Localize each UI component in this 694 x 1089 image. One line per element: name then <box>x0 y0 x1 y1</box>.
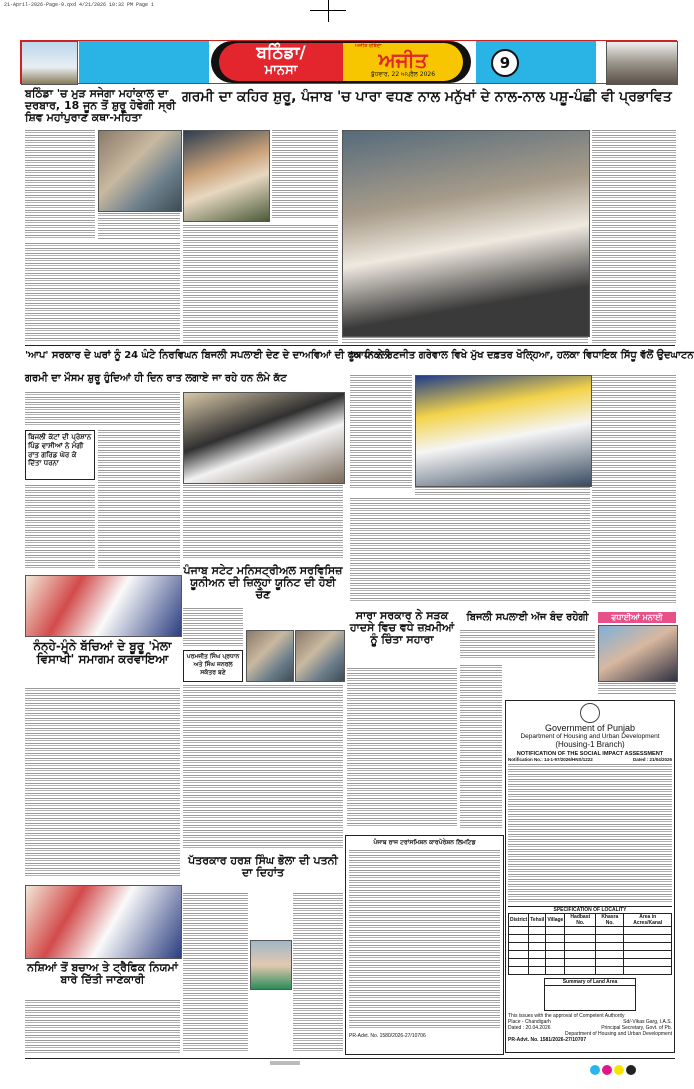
headline-power-cut: ਬਿਜਲੀ ਸਪਲਾਈ ਅੱਜ ਬੰਦ ਰਹੇਗੀ <box>466 612 589 623</box>
article-body <box>460 630 595 660</box>
article-photo <box>183 130 270 222</box>
article-body <box>183 608 243 648</box>
spec-table <box>508 913 672 975</box>
edition-title-bottom: ਮਾਨਸਾ <box>264 63 298 78</box>
government-notice <box>505 700 675 1053</box>
paper-name: ਅਜੀਤ <box>378 48 428 72</box>
headline-journalist: ਪੱਤਰਕਾਰ ਹਰਸ਼ ਸਿੰਘ ਭੋਲਾ ਦੀ ਪਤਨੀ ਦਾ ਦਿਹਾਂਤ <box>188 854 338 880</box>
masthead-pill <box>211 41 471 83</box>
obituary-photo <box>250 940 292 990</box>
paper-tagline: ਅਜੀਤ ਰਬਿੰਦਾ <box>355 43 382 49</box>
notice-place: Place - Chandigarh <box>508 1019 551 1025</box>
photo-caption <box>598 683 676 695</box>
headline-accident: ਸਾਰਾ ਸਰਕਾਰ ਨੇ ਸੜਕ ਹਾਦਸੇ ਵਿਚ ਵਧੇ ਜ਼ਖ਼ਮੀਆਂ ਨੂੰ ਚਿੰਤਾ ਸਹਾਰਾ <box>349 609 455 647</box>
color-registration-dots <box>590 1060 638 1079</box>
article-body <box>25 243 180 343</box>
page-number: 9 <box>491 49 519 77</box>
notice-designation: Principal Secretary, Govt. of Pb. <box>601 1025 672 1031</box>
callout-electricity: ਬਿਜਲੀ ਕੱਟਾਂ ਦੀ ਪ੍ਰੇਸ਼ਾਨ ਪਿੰਡ ਵਾਸੀਆਂ ਨੇ ਮੰਗੀ ਰਾਤ ਗਰਿਡ ਘੇਰ ਕੇ ਦਿੱਤਾ ਧਰਨਾ <box>25 430 95 480</box>
notice-signatory: Sd/-Vikas Garg, I.A.S. <box>623 1019 672 1025</box>
article-body <box>183 685 343 850</box>
spec-header: Hadbast No. <box>565 914 596 927</box>
headline-office: 'ਆਪ' ਨੇ ਰਣਜੀਤ ਗਰੇਵਾਲ ਵਿਖੇ ਮੁੱਖ ਦਫ਼ਤਰ ਖੋਲ੍ਹਿਆ, ਹਲਕਾ ਵਿਧਾਇਕ ਸਿੱਧੂ ਵੱਲੋਂ ਉਦਘਾਟਨ <box>350 350 694 361</box>
punjab-emblem-icon <box>580 703 600 723</box>
notice-date: Dated : 20.04.2026 <box>508 1025 551 1031</box>
article-body <box>592 130 676 344</box>
notice-title: ਪੰਜਾਬ ਰਾਜ ਟਰਾਂਸਮਿਸ਼ਨ ਕਾਰਪੋਰੇਸ਼ਨ ਲਿਮਟਿਡ <box>373 839 476 846</box>
registration-bar <box>270 1061 300 1065</box>
article-body <box>293 893 343 1053</box>
edition-title <box>219 43 343 81</box>
print-slug: 21-April-2026-Page-9.qxd 4/21/2026 10:32 PM Page 1 <box>4 2 155 8</box>
article-body <box>460 665 502 830</box>
power-plant-image <box>21 41 78 85</box>
notice-title: NOTIFICATION OF THE SOCIAL IMPACT ASSESSMENT <box>516 751 664 757</box>
portrait-photo <box>295 630 345 682</box>
article-body <box>25 130 95 240</box>
notice-pr-number: PR-Advt. No. 1581/2026-27/10707 <box>508 1037 587 1043</box>
headline-traffic: ਨਸ਼ਿਆਂ ਤੋਂ ਬਚਾਅ ਤੇ ਟ੍ਰੈਫਿਕ ਨਿਯਮਾਂ ਬਾਰੇ ਦਿੱਤੀ ਜਾਣਕਾਰੀ <box>27 961 178 987</box>
divider <box>25 345 675 346</box>
masthead-banner <box>20 40 677 84</box>
spec-header: Village <box>546 914 565 927</box>
article-body <box>183 225 338 343</box>
notice-department: Department of Housing and Urban Development <box>520 733 660 740</box>
article-body <box>25 688 180 878</box>
headline-union: ਪੰਜਾਬ ਸਟੇਟ ਮਨਿਸਟ੍ਰੀਅਲ ਸਰਵਿਸਿਜ਼ ਯੂਨੀਅਨ ਦੀ ਜ਼ਿਲ੍ਹਾ ਯੂਨਿਟ ਦੀ ਹੋਈ ਚੋਣ <box>183 564 343 602</box>
summary-table <box>544 986 636 1011</box>
vaisakhi-photo <box>25 575 182 637</box>
photo-caption <box>342 337 588 344</box>
edition-title-top: ਬਠਿੰਡਾ/ <box>256 43 306 63</box>
notice-dept-footer: Department of Housing and Urban Development <box>564 1031 672 1037</box>
photo-caption <box>98 213 180 240</box>
article-body <box>183 893 248 1053</box>
notice-pr-number: PR-Advt. No. 1580/2026-27/10706 <box>349 1033 426 1039</box>
portrait-photo <box>246 630 294 682</box>
wishes-label: ਵਧਾਈਆਂ ਮਨਾਈ <box>598 612 676 623</box>
notification-number: Notification No.: 14-1-97/2026/HNS/1222 <box>508 757 593 762</box>
article-photo <box>98 130 182 212</box>
notice-government: Government of Punjab <box>544 723 636 733</box>
article-body <box>350 375 412 490</box>
article-body <box>592 375 676 605</box>
spec-header: Tehsil <box>529 914 546 927</box>
notice-body <box>508 764 672 904</box>
spec-header: District <box>509 914 529 927</box>
divider <box>25 1058 675 1059</box>
headline-electricity: 'ਆਪ' ਸਰਕਾਰ ਦੇ ਘਰਾਂ ਨੂੰ 24 ਘੰਟੇ ਨਿਰਵਿਘਨ ਬਿਜਲੀ ਸਪਲਾਈ ਦੇਣ ਦੇ ਦਾਅਵਿਆਂ ਦੀ ਫੂਕ ਨਿਕਲੀ <box>25 350 391 361</box>
headline-vaisakhi: ਨੰਨ੍ਹੇ-ਮੁੰਨੇ ਬੱਚਿਆਂ ਦੇ ਬੂਰੂ 'ਮੇਲਾ ਵਿਸਾਖੀ' ਸਮਾਗਮ ਕਰਵਾਇਆ <box>33 639 172 667</box>
notice-body <box>349 850 500 1030</box>
decorative-pattern <box>79 41 209 83</box>
fort-image <box>606 41 678 85</box>
article-body <box>25 392 180 427</box>
headline-heat: ਗਰਮੀ ਦਾ ਕਹਿਰ ਸ਼ੁਰੂ, ਪੰਜਾਬ 'ਚ ਪਾਰਾ ਵਧਣ ਨਾਲ ਮਨੁੱਖਾਂ ਦੇ ਨਾਲ-ਨਾਲ ਪਸ਼ੂ-ਪੰਛੀ ਵੀ ਪ੍ਰਭਾਵਿਤ <box>182 89 672 105</box>
punjabi-public-notice <box>345 835 504 1055</box>
spec-title: SPECIFICATION OF LOCALITY <box>508 906 672 913</box>
office-inauguration-photo <box>415 375 592 487</box>
article-body <box>350 498 590 603</box>
article-body <box>183 485 343 560</box>
article-body <box>25 1000 180 1055</box>
callout-union: ਪਰਮਜੀਤ ਸਿੰਘ ਪ੍ਰਧਾਨ ਅਤੇ ਸਿੰਘ ਜਨਰਲ ਸਕੱਤਰ ਬਣੇ <box>183 650 243 682</box>
summary-title: Summary of Land Area <box>544 978 636 986</box>
spec-header: Khasra No. <box>596 914 624 927</box>
protest-photo <box>183 392 345 484</box>
notice-approval: This issues with the approval of Competent Authority <box>508 1013 625 1019</box>
photo-caption <box>415 487 590 495</box>
article-body <box>98 430 180 570</box>
school-event-photo <box>25 885 182 959</box>
paper-name-block <box>343 43 463 81</box>
spec-header: Area in Acres/Kanal <box>624 914 672 927</box>
crop-mark <box>328 0 329 22</box>
article-body <box>25 485 95 570</box>
article-body <box>272 130 338 220</box>
subhead-electricity: ਗਰਮੀ ਦਾ ਮੌਸਮ ਸ਼ੁਰੂ ਹੁੰਦਿਆਂ ਹੀ ਦਿਨ ਰਾਤ ਲਗਾਏ ਜਾ ਰਹੇ ਹਨ ਲੰਮੇ ਕੱਟ <box>25 373 287 384</box>
couple-photo <box>598 625 678 682</box>
issue-date: ਬੁੱਧਵਾਰ, 22 ਅਪ੍ਰੈਲ 2026 <box>370 71 436 78</box>
headline-mahakal: ਬਠਿੰਡਾ 'ਚ ਮੁੜ ਸਜੇਗਾ ਮਹਾਂਕਾਲ ਦਾ ਦਰਬਾਰ, 18 ਜੂਨ ਤੋਂ ਸ਼ੁਰੂ ਹੋਵੇਗੀ ਸ੍ਰੀ ਸ਼ਿਵ ਮਹਾਂਪੁਰਾਣ ਕਥਾ-ਮਹਿਤਾ <box>25 87 176 125</box>
notice-branch: (Housing-1 Branch) <box>555 740 625 749</box>
article-body <box>347 668 457 828</box>
notification-date: Dated : 21/04/2026 <box>632 757 672 762</box>
heat-photo-scooter <box>342 130 590 337</box>
